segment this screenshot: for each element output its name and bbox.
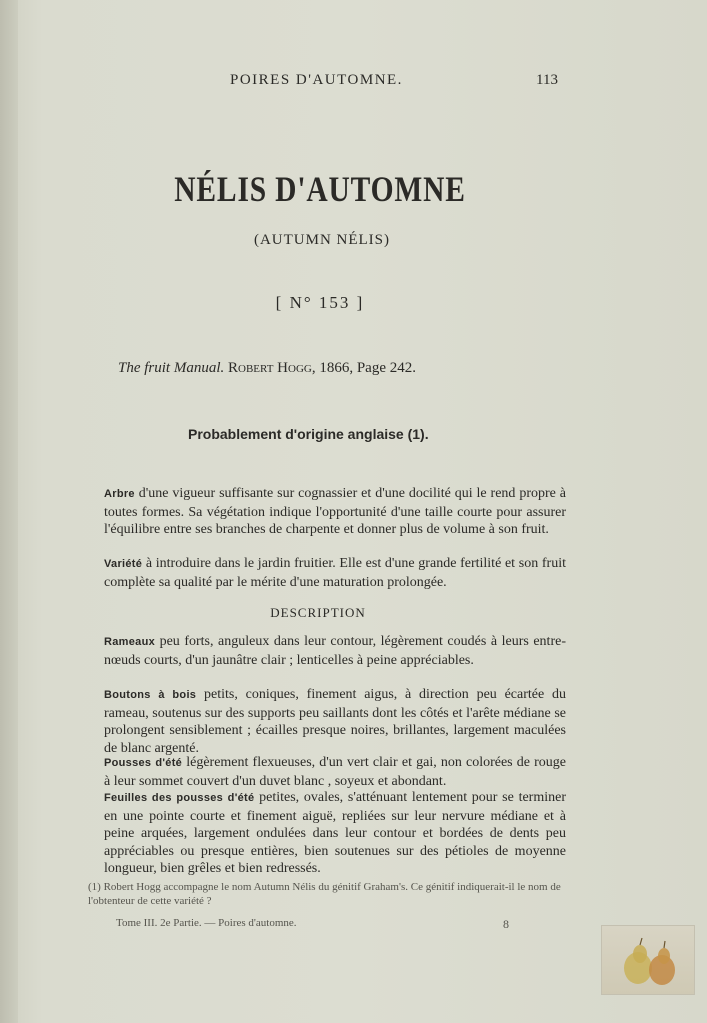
page-number: 113 (536, 72, 558, 88)
paragraph-lead: Rameaux (104, 636, 156, 648)
origin-line: Probablement d'origine anglaise (1). (188, 426, 429, 442)
description-pousses (104, 754, 566, 790)
paragraph-lead: Variété (104, 558, 143, 570)
reference-author: Robert Hogg, (228, 360, 316, 376)
paragraph-arbre (104, 485, 566, 539)
paragraph-text: d'une vigueur suffisante sur cognassier et d'une docilité qui le rend propre à toutes formes. Sa végétation indique l'opportunité d'une taille courte pour assurer l'équilibre entre ses branches de charpente et donner plus de volume à son fruit. (104, 486, 566, 537)
pear-illustration (602, 926, 694, 994)
paragraph-lead: Arbre (104, 488, 135, 500)
page-spine-shadow (0, 0, 18, 1023)
fruit-image (601, 925, 695, 995)
reference-year-page: 1866, Page 242. (319, 360, 417, 376)
running-title: POIRES D'AUTOMNE. (230, 72, 403, 88)
variety-subtitle: (AUTUMN NÉLIS) (253, 232, 391, 248)
paragraph-lead: Feuilles des pousses d'été (104, 792, 255, 804)
paragraph-text: à introduire dans le jardin fruitier. Elle est d'une grande fertilité et son fruit complète sa qualité par le mérite d'une maturation prolongée. (104, 556, 566, 590)
paragraph-text: petites, ovales, s'atténuant lentement pour se terminer en une pointe courte et finement aiguë, repliées sur leur nervure médiane et à peine arquées, largement ondulées dans leur contour et bordées de dents peu appréciables ou presque entières, bien soutenues sur des pétioles de moyenne longueur, bien grêles et bien redressés. (104, 790, 566, 876)
bibliographic-reference (118, 360, 416, 377)
variety-number: [ N° 153 ] (275, 293, 365, 312)
volume-footer: Tome III. 2e Partie. — Poires d'automne. (116, 917, 297, 929)
paragraph-text: petits, coniques, finement aigus, à direction peu écartée du rameau, soutenus sur des supports peu saillants dont les côtés et l'arête médiane se prolongent sensiblement ; écailles presque noires, brillantes, largement maculées de blanc argenté. (104, 687, 566, 756)
description-heading: DESCRIPTION (270, 605, 366, 620)
variety-title: NÉLIS D'AUTOMNE (174, 169, 466, 209)
paragraph-text: peu forts, anguleux dans leur contour, légèrement coudés à leurs entre-nœuds courts, d'un jaunâtre clair ; lenticelles à peine appréciables. (104, 634, 566, 668)
description-feuilles (104, 789, 566, 878)
footnote: (1) Robert Hogg accompagne le nom Autumn Nélis du génitif Graham's. Ce génitif indiquerait-il le nom de l'obtenteur de cette variété ? (88, 881, 561, 907)
description-boutons (104, 686, 566, 757)
paragraph-lead: Pousses d'été (104, 757, 183, 769)
paragraph-text: légèrement flexueuses, d'un vert clair et gai, non colorées de rouge à leur sommet couvert d'un duvet blanc , soyeux et abondant. (104, 755, 566, 789)
paragraph-lead: Boutons à bois (104, 689, 197, 701)
reference-book: The fruit Manual. (118, 360, 225, 376)
paragraph-variete (104, 555, 566, 591)
signature-mark: 8 (503, 917, 509, 931)
description-rameaux (104, 633, 566, 669)
